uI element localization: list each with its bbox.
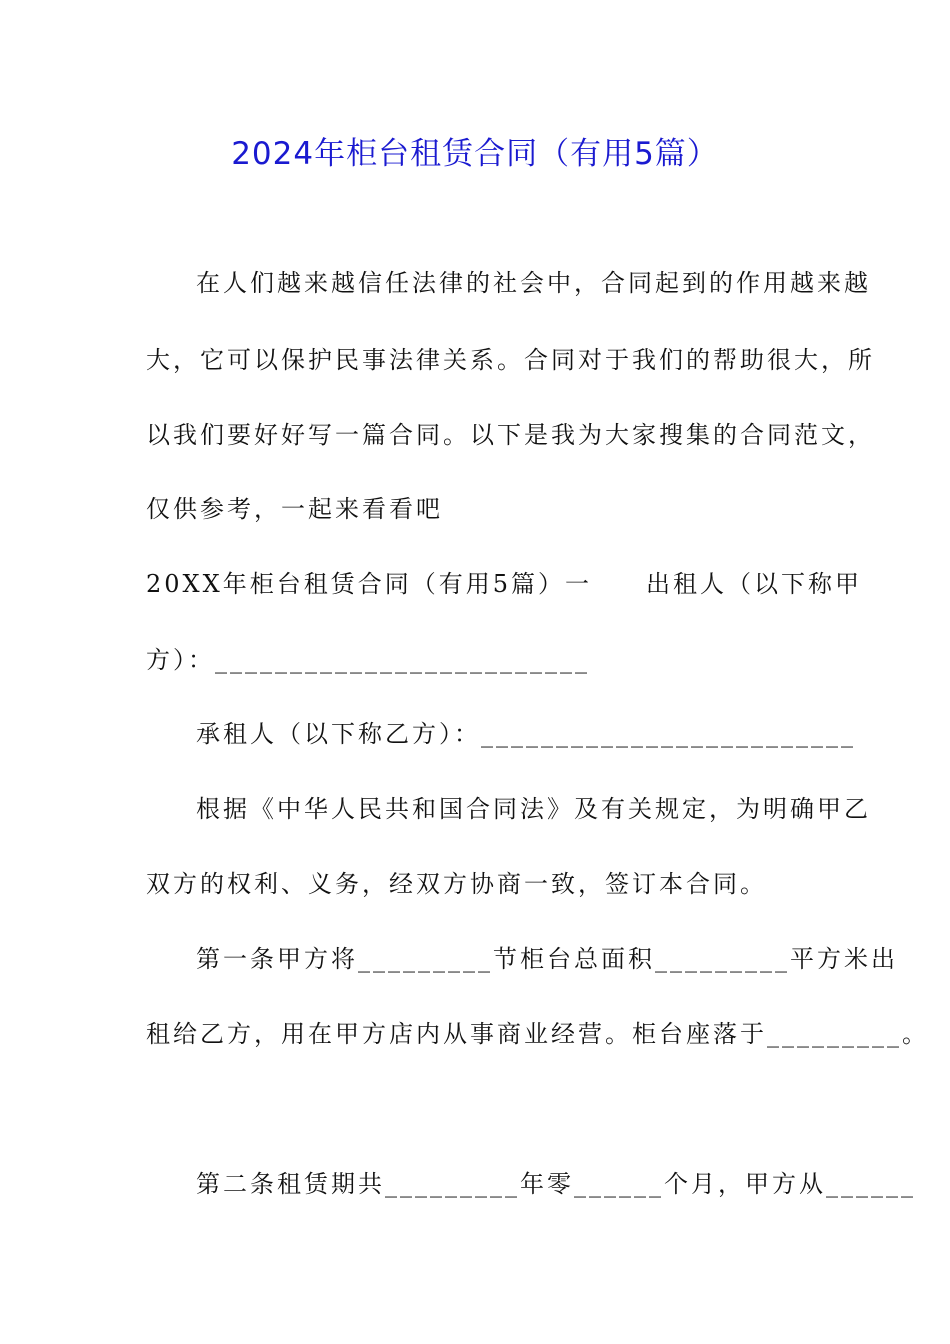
paragraph-line: 大，它可以保护民事法律关系。合同对于我们的帮助很大，所 bbox=[146, 346, 875, 374]
paragraph-line: 仅供参考，一起来看看吧 bbox=[146, 495, 443, 523]
paragraph-line: 20XX年柜台租赁合同（有用5篇）一 出租人（以下称甲 bbox=[146, 570, 862, 598]
document-title: 2024年柜台租赁合同（有用5篇） bbox=[231, 136, 719, 172]
paragraph-line: 租给乙方，用在甲方店内从事商业经营。柜台座落于_________。 bbox=[146, 1020, 929, 1048]
paragraph-line: 在人们越来越信任法律的社会中，合同起到的作用越来越 bbox=[196, 269, 871, 297]
paragraph-line: 双方的权利、义务，经双方协商一致，签订本合同。 bbox=[146, 870, 767, 898]
paragraph-line: 以我们要好好写一篇合同。以下是我为大家搜集的合同范文， bbox=[146, 421, 875, 449]
paragraph-line: 根据《中华人民共和国合同法》及有关规定，为明确甲乙 bbox=[196, 795, 871, 823]
paragraph-line: 第二条租赁期共_________年零______个月，甲方从______ bbox=[196, 1170, 916, 1198]
paragraph-line: 承租人（以下称乙方）：_________________________ bbox=[196, 720, 856, 748]
paragraph-line: 方）：_________________________ bbox=[146, 646, 590, 674]
paragraph-line: 第一条甲方将_________节柜台总面积_________平方米出 bbox=[196, 945, 898, 973]
